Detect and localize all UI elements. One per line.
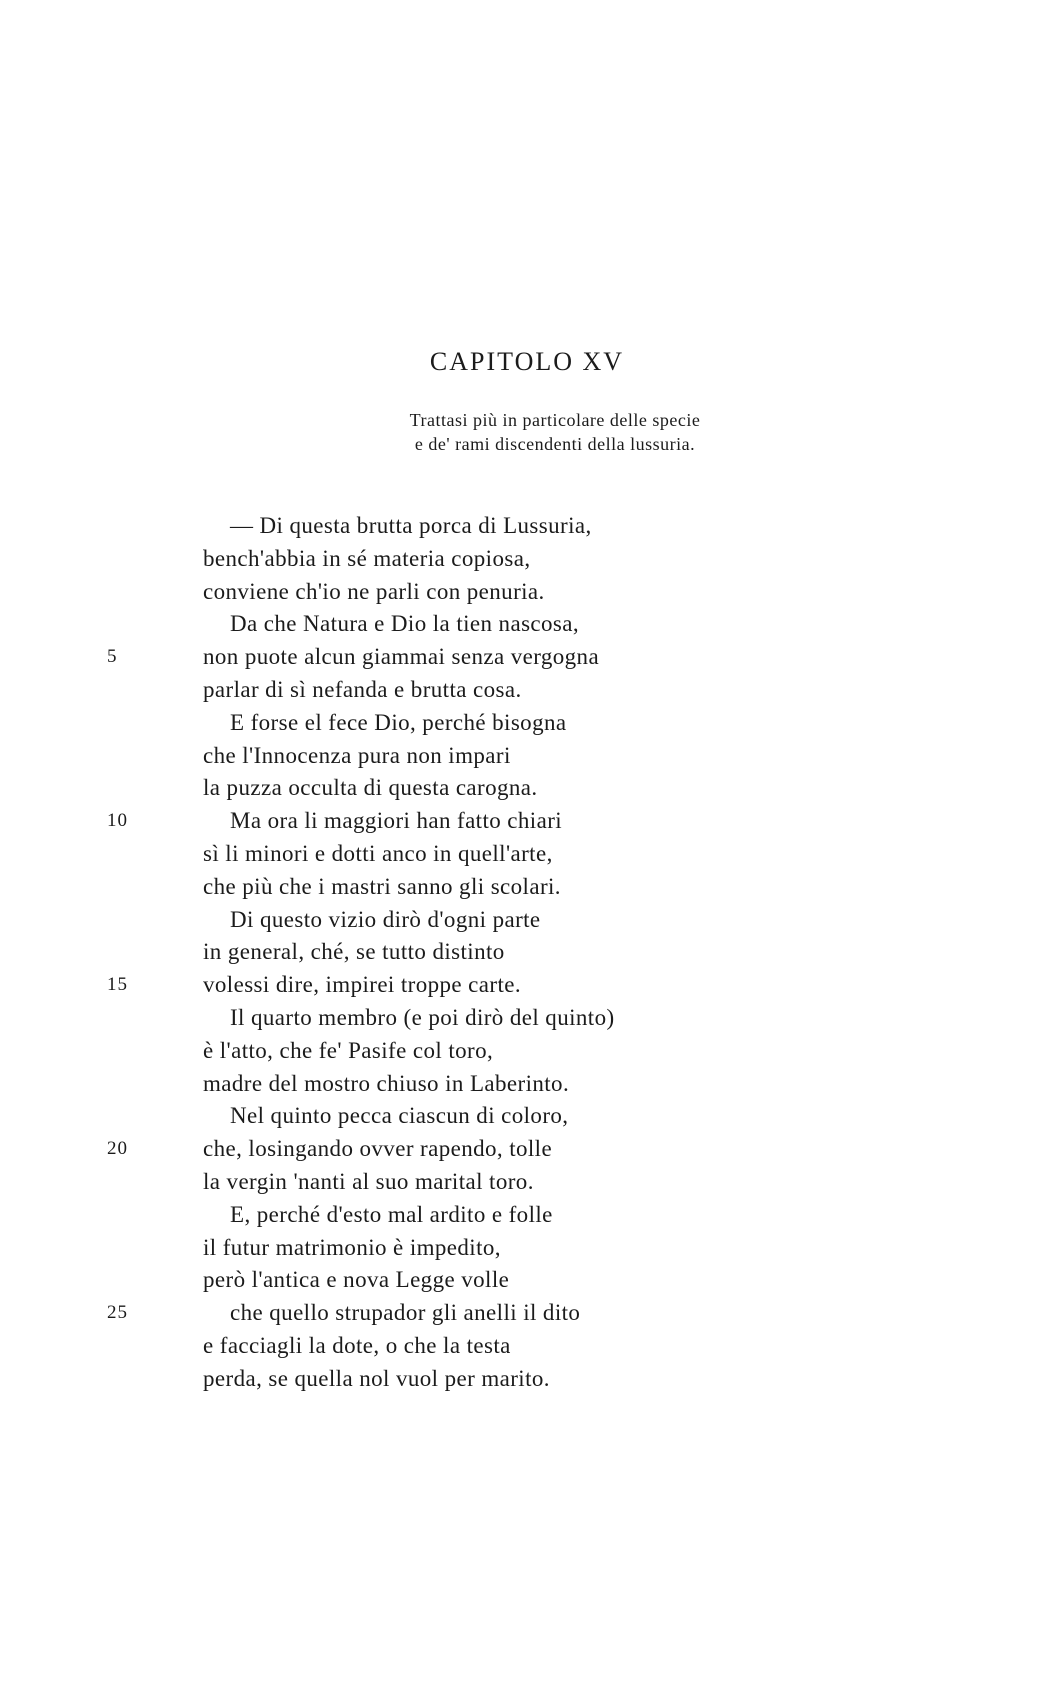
verse-text: che quello strupador gli anelli il dito bbox=[230, 1300, 581, 1326]
verse-text: Da che Natura e Dio la tien nascosa, bbox=[230, 611, 580, 637]
verse-line bbox=[0, 740, 1042, 773]
verse-line bbox=[0, 1035, 1042, 1068]
verse-line bbox=[0, 543, 1042, 576]
verse-text: perda, se quella nol vuol per marito. bbox=[203, 1365, 550, 1391]
verse-line bbox=[0, 936, 1042, 969]
chapter-summary bbox=[0, 408, 1042, 456]
verse-line bbox=[0, 1199, 1042, 1232]
verse-line bbox=[0, 1068, 1042, 1101]
verse-text: Il quarto membro (e poi dirò del quinto) bbox=[230, 1004, 615, 1030]
verse-text: Nel quinto pecca ciascun di coloro, bbox=[230, 1103, 569, 1129]
verse-line bbox=[0, 871, 1042, 904]
verse-text: la puzza occulta di questa carogna. bbox=[203, 775, 538, 801]
verse-line bbox=[0, 805, 1042, 838]
poem-body bbox=[0, 510, 1042, 1396]
line-number: 20 bbox=[107, 1138, 128, 1160]
verse-line bbox=[0, 707, 1042, 740]
verse-line bbox=[0, 1133, 1042, 1166]
verse-text: in general, ché, se tutto distinto bbox=[203, 939, 505, 965]
verse-text: che più che i mastri sanno gli scolari. bbox=[203, 873, 561, 899]
verse-line bbox=[0, 838, 1042, 871]
verse-text: la vergin 'nanti al suo marital toro. bbox=[203, 1168, 534, 1194]
verse-line bbox=[0, 608, 1042, 641]
verse-text: Ma ora li maggiori han fatto chiari bbox=[230, 808, 563, 834]
verse-text: madre del mostro chiuso in Laberinto. bbox=[203, 1070, 570, 1096]
verse-line bbox=[0, 1363, 1042, 1396]
verse-text: è l'atto, che fe' Pasife col toro, bbox=[203, 1037, 494, 1063]
verse-text: parlar di sì nefanda e brutta cosa. bbox=[203, 676, 522, 702]
line-number: 25 bbox=[107, 1302, 128, 1324]
verse-line bbox=[0, 969, 1042, 1002]
verse-line bbox=[0, 1264, 1042, 1297]
verse-text: però l'antica e nova Legge volle bbox=[203, 1267, 510, 1293]
verse-text: il futur matrimonio è impedito, bbox=[203, 1234, 501, 1260]
line-number: 15 bbox=[107, 974, 128, 996]
summary-line: e de' rami discendenti della lussuria. bbox=[414, 434, 696, 454]
verse-text: volessi dire, impirei troppe carte. bbox=[203, 972, 522, 998]
verse-text: che, losingando ovver rapendo, tolle bbox=[203, 1136, 553, 1162]
verse-line bbox=[0, 641, 1042, 674]
verse-line bbox=[0, 1297, 1042, 1330]
verse-text: e facciagli la dote, o che la testa bbox=[203, 1332, 511, 1358]
verse-text: che l'Innocenza pura non impari bbox=[203, 742, 511, 768]
verse-text: E forse el fece Dio, perché bisogna bbox=[230, 709, 567, 735]
verse-text: E, perché d'esto mal ardito e folle bbox=[230, 1201, 553, 1227]
line-number: 5 bbox=[107, 646, 118, 668]
verse-text: — Di questa brutta porca di Lussuria, bbox=[230, 513, 592, 538]
verse-text: non puote alcun giammai senza vergogna bbox=[203, 644, 600, 670]
verse-text: bench'abbia in sé materia copiosa, bbox=[203, 545, 531, 571]
verse-line bbox=[0, 1232, 1042, 1265]
line-number: 10 bbox=[107, 810, 128, 832]
chapter-title: CAPITOLO XV bbox=[429, 347, 625, 376]
verse-line bbox=[0, 1166, 1042, 1199]
verse-line bbox=[0, 510, 1042, 543]
verse-text: Di questo vizio dirò d'ogni parte bbox=[230, 906, 541, 932]
verse-text: sì li minori e dotti anco in quell'arte, bbox=[203, 840, 553, 866]
verse-line bbox=[0, 772, 1042, 805]
summary-line: Trattasi più in particolare delle specie bbox=[409, 410, 701, 430]
verse-line bbox=[0, 904, 1042, 937]
verse-text: conviene ch'io ne parli con penuria. bbox=[203, 578, 545, 604]
verse-line bbox=[0, 674, 1042, 707]
verse-line bbox=[0, 576, 1042, 609]
verse-line bbox=[0, 1002, 1042, 1035]
verse-line bbox=[0, 1100, 1042, 1133]
verse-line bbox=[0, 1330, 1042, 1363]
